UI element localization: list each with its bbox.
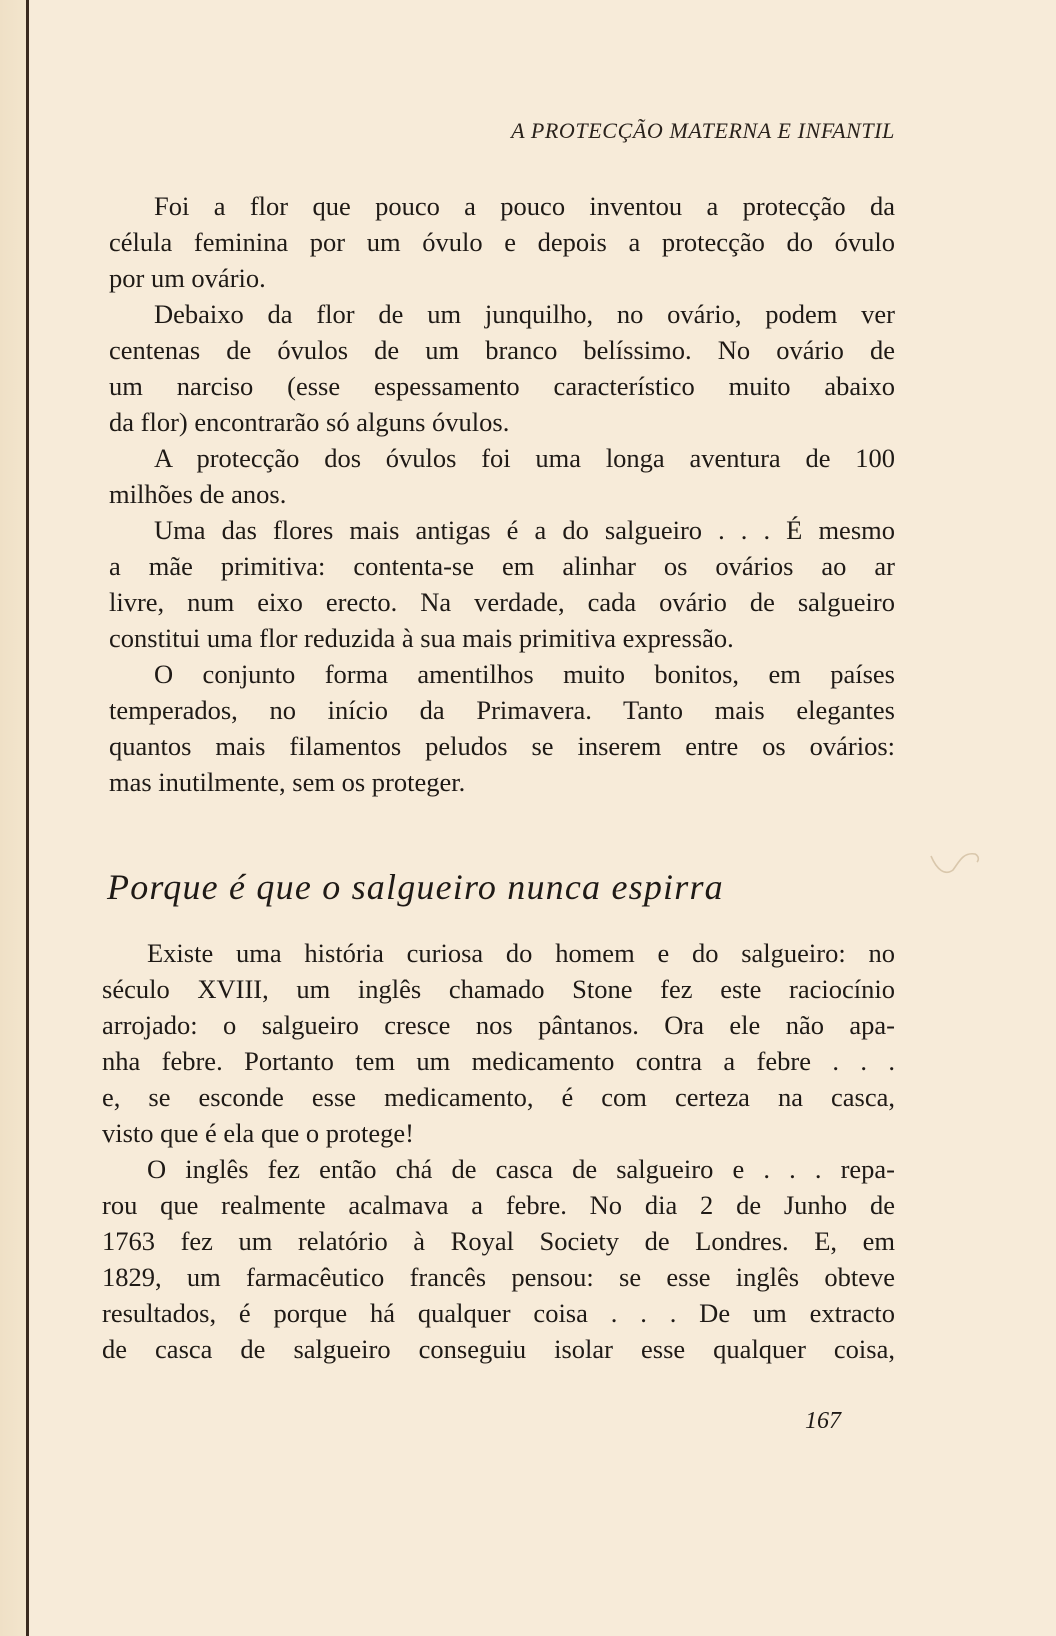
text-line: por um ovário. (109, 263, 266, 293)
text-line: 1829, um farmacêutico francês pensou: se esse inglês obteve (102, 1262, 895, 1292)
text-line: 1763 fez um relatório à Royal Society de Londres. E, em (102, 1226, 895, 1256)
paragraph (109, 440, 895, 512)
text-line: de casca de salgueiro conseguiu isolar esse qualquer coisa, (102, 1334, 895, 1364)
page-gutter (0, 0, 26, 1636)
text-line: constitui uma flor reduzida à sua mais primitiva expressão. (109, 623, 734, 653)
text-line: A protecção dos óvulos foi uma longa aventura de 100 (154, 443, 895, 473)
text-line: quantos mais filamentos peludos se inserem entre os ovários: (109, 731, 895, 761)
text-line: célula feminina por um óvulo e depois a protecção do óvulo (109, 227, 895, 257)
book-page (29, 0, 1056, 1636)
text-line: visto que é ela que o protege! (102, 1118, 414, 1148)
text-line: arrojado: o salgueiro cresce nos pântanos. Ora ele não apa- (102, 1010, 895, 1040)
text-line: nha febre. Portanto tem um medicamento contra a febre . . . (102, 1046, 895, 1076)
running-header: A PROTECÇÃO MATERNA E INFANTIL (511, 118, 895, 143)
text-line: da flor) encontrarão só alguns óvulos. (109, 407, 510, 437)
page-number: 167 (805, 1408, 841, 1434)
text-line: um narciso (esse espessamento característico muito abaixo (109, 371, 895, 401)
text-line: Foi a flor que pouco a pouco inventou a protecção da (154, 191, 895, 221)
paragraph (109, 512, 895, 656)
text-line: mas inutilmente, sem os proteger. (109, 767, 466, 797)
text-line: Uma das flores mais antigas é a do salgueiro . . . É mesmo (154, 515, 895, 545)
text-line: O conjunto forma amentilhos muito bonitos, em países (154, 659, 895, 689)
section-heading: Porque é que o salgueiro nunca espirra (107, 867, 724, 907)
paragraph (109, 656, 895, 800)
text-line: temperados, no início da Primavera. Tanto mais elegantes (109, 695, 895, 725)
text-line: centenas de óvulos de um branco belíssimo. No ovário de (109, 335, 895, 365)
text-line: O inglês fez então chá de casca de salgueiro e . . . repa- (147, 1154, 895, 1184)
paragraph (109, 296, 895, 440)
text-line: século XVIII, um inglês chamado Stone fez este raciocínio (102, 974, 895, 1004)
stray-hair-mark-icon (927, 846, 987, 886)
text-line: a mãe primitiva: contenta-se em alinhar os ovários ao ar (109, 551, 895, 581)
text-line: resultados, é porque há qualquer coisa . . . De um extracto (102, 1298, 895, 1328)
text-line: rou que realmente acalmava a febre. No dia 2 de Junho de (102, 1190, 895, 1220)
paragraph (102, 935, 895, 1151)
text-line: e, se esconde esse medicamento, é com certeza na casca, (102, 1082, 895, 1112)
paragraph (102, 1151, 895, 1367)
text-line: Debaixo da flor de um junquilho, no ovário, podem ver (154, 299, 895, 329)
text-line: Existe uma história curiosa do homem e do salgueiro: no (147, 938, 895, 968)
paragraph (109, 188, 895, 296)
text-line: milhões de anos. (109, 479, 287, 509)
section-1-body (109, 188, 895, 800)
section-2-body (102, 935, 895, 1367)
text-line: livre, num eixo erecto. Na verdade, cada ovário de salgueiro (109, 587, 895, 617)
